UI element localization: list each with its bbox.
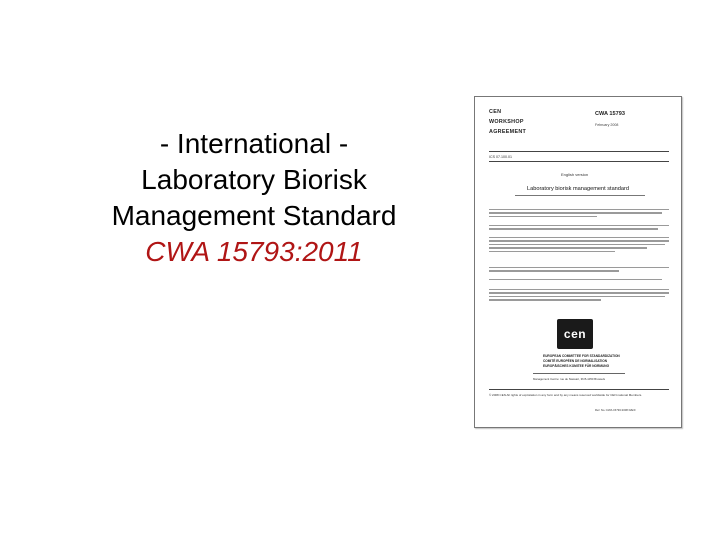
doc-cwa-number: CWA 15793 <box>595 111 625 117</box>
doc-divider <box>489 151 669 152</box>
cen-logo: cen <box>557 319 593 349</box>
title-line-2: Laboratory Biorisk <box>141 164 367 195</box>
doc-divider <box>489 161 669 162</box>
slide-title <box>58 126 450 270</box>
doc-ics: ICS 07.100.01 <box>489 155 512 159</box>
doc-paragraph <box>489 237 669 254</box>
doc-paragraph <box>489 225 669 232</box>
document-cover-image <box>474 96 682 428</box>
doc-paragraph <box>489 289 669 303</box>
doc-paragraph <box>489 267 669 274</box>
org-name-en: EUROPEAN COMMITTEE FOR STANDARDIZATION <box>543 354 620 358</box>
doc-language: English version <box>561 172 589 177</box>
doc-paragraph <box>489 209 669 219</box>
doc-divider <box>533 373 625 374</box>
standard-id: CWA 15793:2011 <box>145 236 363 267</box>
doc-header-workshop: WORKSHOP <box>489 119 524 125</box>
doc-subtitle: Laboratory biorisk management standard <box>527 186 629 192</box>
org-name-de: EUROPÄISCHES KOMITEE FÜR NORMUNG <box>543 364 610 368</box>
doc-reference: Ref. No.:CWA 15793:2008 D/E/F <box>595 408 636 412</box>
title-line-3: Management Standard <box>111 200 397 231</box>
cen-org-names <box>543 354 620 369</box>
doc-header-left <box>489 107 526 137</box>
doc-divider <box>489 389 669 390</box>
doc-header-cen: CEN <box>489 109 502 115</box>
org-name-fr: COMITÉ EUROPÉEN DE NORMALISATION <box>543 359 608 363</box>
cen-address: Management Centre: rue de Stassart, 36 B-1050 Brussels <box>533 377 605 381</box>
doc-divider <box>515 195 645 196</box>
doc-paragraph <box>489 279 669 282</box>
doc-copyright: © 2008 CEN All rights of exploitation in any form and by any means reserved worldwide for CEN national Members. <box>489 393 643 397</box>
doc-date: February 2008 <box>595 123 619 127</box>
doc-header-agreement: AGREEMENT <box>489 129 527 135</box>
title-line-1: - International - <box>159 128 349 159</box>
